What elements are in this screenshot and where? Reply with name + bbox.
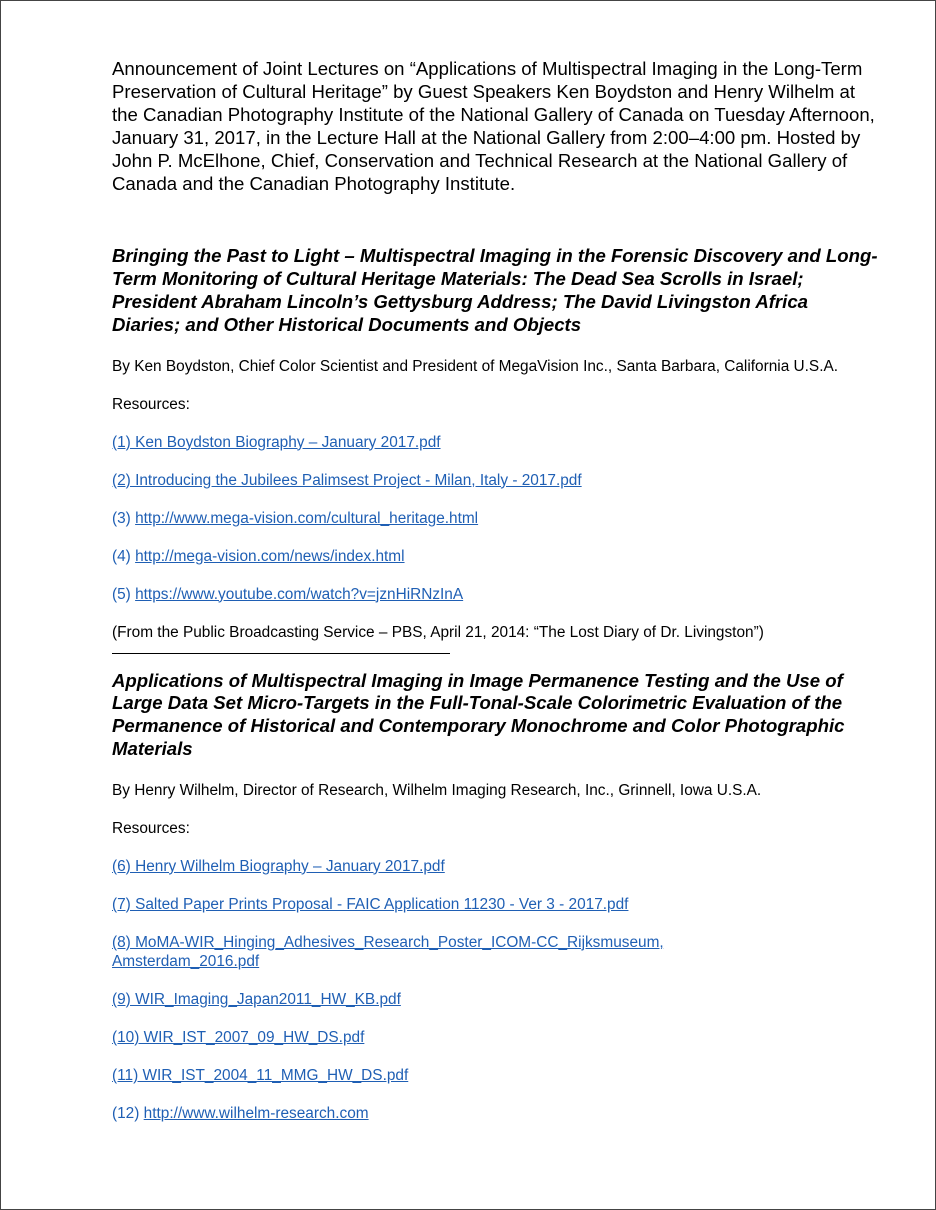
lecture-1-title: Bringing the Past to Light – Multispectral Imaging in the Forensic Discovery and Long-Term Monitoring of Cultural Heritage Materials: The Dead Sea Scrolls in Israel; President Abraham Lincoln’s Gettysburg Address; The David Livingston Africa Diaries; and Other Historical Documents and Objects xyxy=(112,245,878,335)
resource-item-3 xyxy=(112,509,880,528)
resource-link-11[interactable]: (11) WIR_IST_2004_11_MMG_HW_DS.pdf xyxy=(112,1066,409,1084)
resource-link-4[interactable]: http://mega-vision.com/news/index.html xyxy=(135,547,405,565)
resource-item-12 xyxy=(112,1104,880,1123)
resource-link-6[interactable]: (6) Henry Wilhelm Biography – January 2017.pdf xyxy=(112,857,445,875)
resource-link-2[interactable]: (2) Introducing the Jubilees Palimsest Project - Milan, Italy - 2017.pdf xyxy=(112,471,582,489)
resource-link-5[interactable]: https://www.youtube.com/watch?v=jznHiRNzInA xyxy=(135,585,464,603)
resource-link-9[interactable]: (9) WIR_Imaging_Japan2011_HW_KB.pdf xyxy=(112,990,401,1008)
document-content xyxy=(112,58,880,1123)
announcement-paragraph: Announcement of Joint Lectures on “Applications of Multispectral Imaging in the Long-Term Preservation of Cultural Heritage” by Guest Speakers Ken Boydston and Henry Wilhelm at the Canadian Photography Institute of the National Gallery of Canada on Tuesday Afternoon, January 31, 2017, in the Lecture Hall at the National Gallery from 2:00–4:00 pm. Hosted by John P. McElhone, Chief, Conservation and Technical Research at the National Gallery of Canada and the Canadian Photography Institute. xyxy=(112,58,875,194)
resource-3-prefix: (3) xyxy=(112,509,136,527)
lecture-1-byline: By Ken Boydston, Chief Color Scientist and President of MegaVision Inc., Santa Barbara, California U.S.A. xyxy=(112,357,839,375)
pbs-note: (From the Public Broadcasting Service – PBS, April 21, 2014: “The Lost Diary of Dr. Livingston”) xyxy=(112,623,764,641)
resource-link-1[interactable]: (1) Ken Boydston Biography – January 2017.pdf xyxy=(112,433,441,451)
resource-link-8[interactable]: (8) MoMA-WIR_Hinging_Adhesives_Research_Poster_ICOM-CC_Rijksmuseum, Amsterdam_2016.pdf xyxy=(112,933,664,970)
lecture-2-title: Applications of Multispectral Imaging in Image Permanence Testing and the Use of Large Data Set Micro-Targets in the Full-Tonal-Scale Colorimetric Evaluation of the Permanence of Historical and Contemporary Monochrome and Color Photographic Materials xyxy=(112,669,845,760)
resource-4-prefix: (4) xyxy=(112,547,136,565)
resource-5-prefix: (5) xyxy=(112,585,136,603)
lecture-2-byline: By Henry Wilhelm, Director of Research, Wilhelm Imaging Research, Inc., Grinnell, Iowa U.S.A. xyxy=(112,781,762,799)
lecture-2-resources-label: Resources: xyxy=(112,819,190,837)
resource-12-prefix: (12) xyxy=(112,1104,144,1122)
resource-item-5 xyxy=(112,585,880,604)
resource-link-12[interactable]: http://www.wilhelm-research.com xyxy=(143,1104,369,1122)
lecture-1-resources-label: Resources: xyxy=(112,395,190,413)
resource-item-4 xyxy=(112,547,880,566)
resource-link-7[interactable]: (7) Salted Paper Prints Proposal - FAIC Application 11230 - Ver 3 - 2017.pdf xyxy=(112,895,629,913)
resource-link-10[interactable]: (10) WIR_IST_2007_09_HW_DS.pdf xyxy=(112,1028,365,1046)
resource-link-3[interactable]: http://www.mega-vision.com/cultural_heritage.html xyxy=(135,509,479,527)
